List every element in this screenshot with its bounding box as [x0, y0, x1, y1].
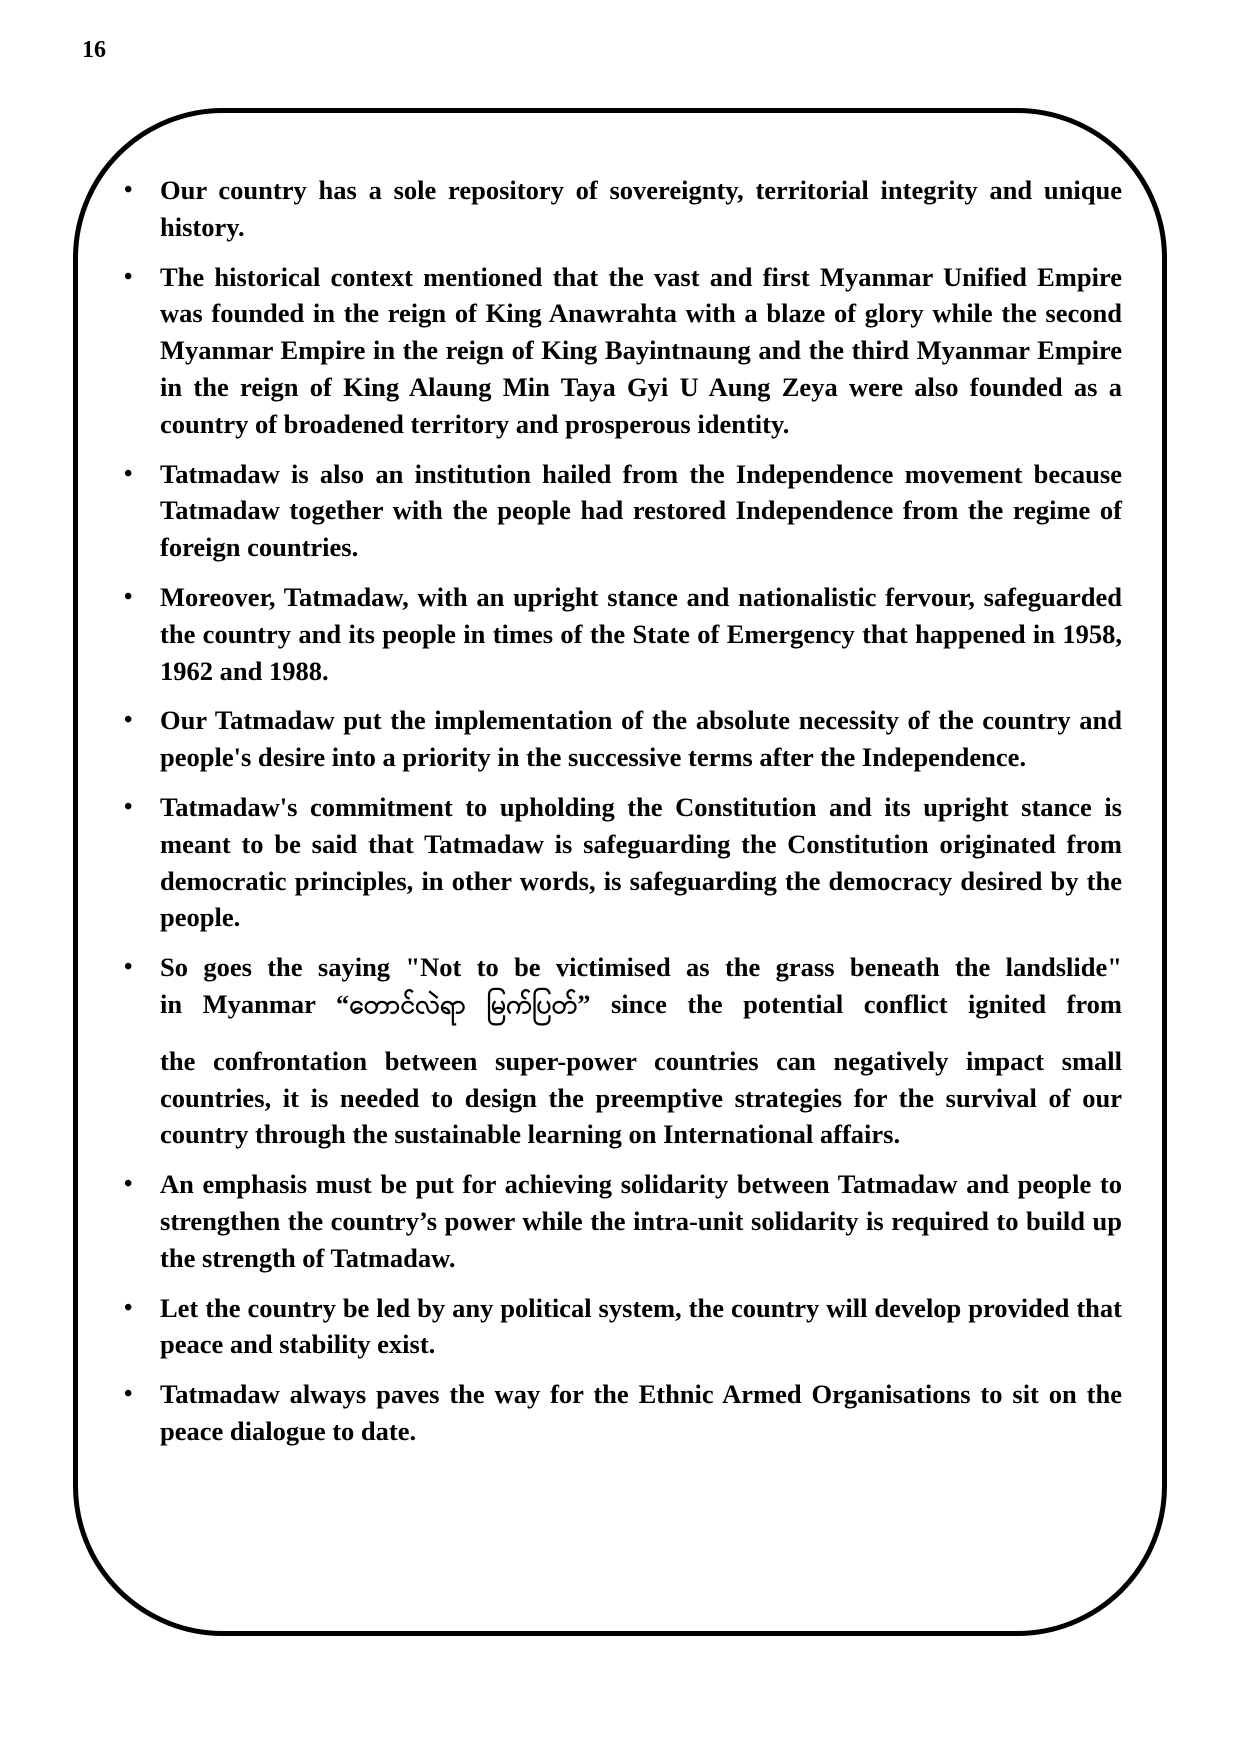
bullet-item-landslide-saying — [112, 949, 1122, 1153]
bullet-dot-icon: • — [124, 954, 133, 981]
bullet-item-state-of-emergency — [112, 579, 1122, 689]
bullet-dot-icon: • — [124, 177, 133, 203]
bullet-dot-icon: • — [124, 707, 133, 734]
bullet-continuation: the confrontation between super-power countries can negatively impact small countries, it is needed to design the preemptive strategies for the survival of our country through the sustainable learning on International affairs. — [160, 1045, 1122, 1150]
bullet-text: Tatmadaw is also an institution hailed from the Independence movement because Tatmadaw together with the people had restored Independence from the regime of foreign countries. — [160, 458, 1122, 563]
bullet-dot-icon: • — [124, 1171, 133, 1198]
bullet-dot-icon: • — [124, 1381, 133, 1408]
bullet-dot-icon: • — [124, 1294, 133, 1321]
bullet-line: So goes the saying "Not to be victimised as the grass beneath the landslide" — [160, 952, 1122, 983]
page-number: 16 — [82, 37, 106, 63]
bullet-text: An emphasis must be put for achieving solidarity between Tatmadaw and people to strengthen the country’s power while the intra-unit solidarity is required to build up the strength of Tatmadaw. — [160, 1169, 1122, 1273]
bullet-item-independence-movement — [112, 456, 1122, 566]
bullet-text: Moreover, Tatmadaw, with an upright stance and nationalistic fervour, safeguarded the country and its people in times of the State of Emergency that happened in 1958, 1962 and 1988. — [160, 581, 1122, 686]
bullet-dot-icon: • — [124, 263, 133, 290]
bullet-text: Tatmadaw always paves the way for the Ethnic Armed Organisations to sit on the peace dialogue to date. — [160, 1379, 1122, 1446]
bullet-item-peace-stability — [112, 1290, 1122, 1364]
bullet-item-peace-dialogue — [112, 1376, 1122, 1450]
bullet-item-constitution — [112, 789, 1122, 936]
bullet-text: Let the country be led by any political system, the country will develop provided that peace and stability exist. — [160, 1292, 1122, 1360]
bullet-text: Our Tatmadaw put the implementation of the absolute necessity of the country and people's desire into a priority in the successive terms after the Independence. — [160, 705, 1122, 773]
bullet-line-myanmar-saying: in Myanmar “တောင်လဲရာ မြက်ပြတ်” since the potential conflict ignited from — [160, 988, 1122, 1019]
bullet-list — [112, 172, 1122, 1450]
bullet-dot-icon: • — [124, 583, 133, 610]
bullet-item-priority — [112, 702, 1122, 776]
bullet-text: Our country has a sole repository of sovereignty, territorial integrity and unique history. — [160, 175, 1122, 242]
bullet-item-solidarity — [112, 1166, 1122, 1276]
bullet-text: The historical context mentioned that the vast and first Myanmar Unified Empire was founded in the reign of King Anawrahta with a blaze of glory while the second Myanmar Empire in the reign of King Bayintnaung and the third Myanmar Empire in the reign of King Alaung Min Taya Gyi U Aung Zeya were also founded as a country of broadened territory and prosperous identity. — [160, 261, 1122, 439]
bullet-dot-icon: • — [124, 460, 133, 487]
bullet-text: Tatmadaw's commitment to upholding the Constitution and its upright stance is meant to be said that Tatmadaw is safeguarding the Constitution originated from democratic principles, in other words, is safeguarding the democracy desired by the people. — [160, 791, 1122, 933]
bullet-item-historical-context — [112, 259, 1122, 443]
bullet-text — [160, 949, 1122, 1153]
bullet-item-sovereignty — [112, 172, 1122, 246]
bullet-dot-icon: • — [124, 793, 133, 820]
